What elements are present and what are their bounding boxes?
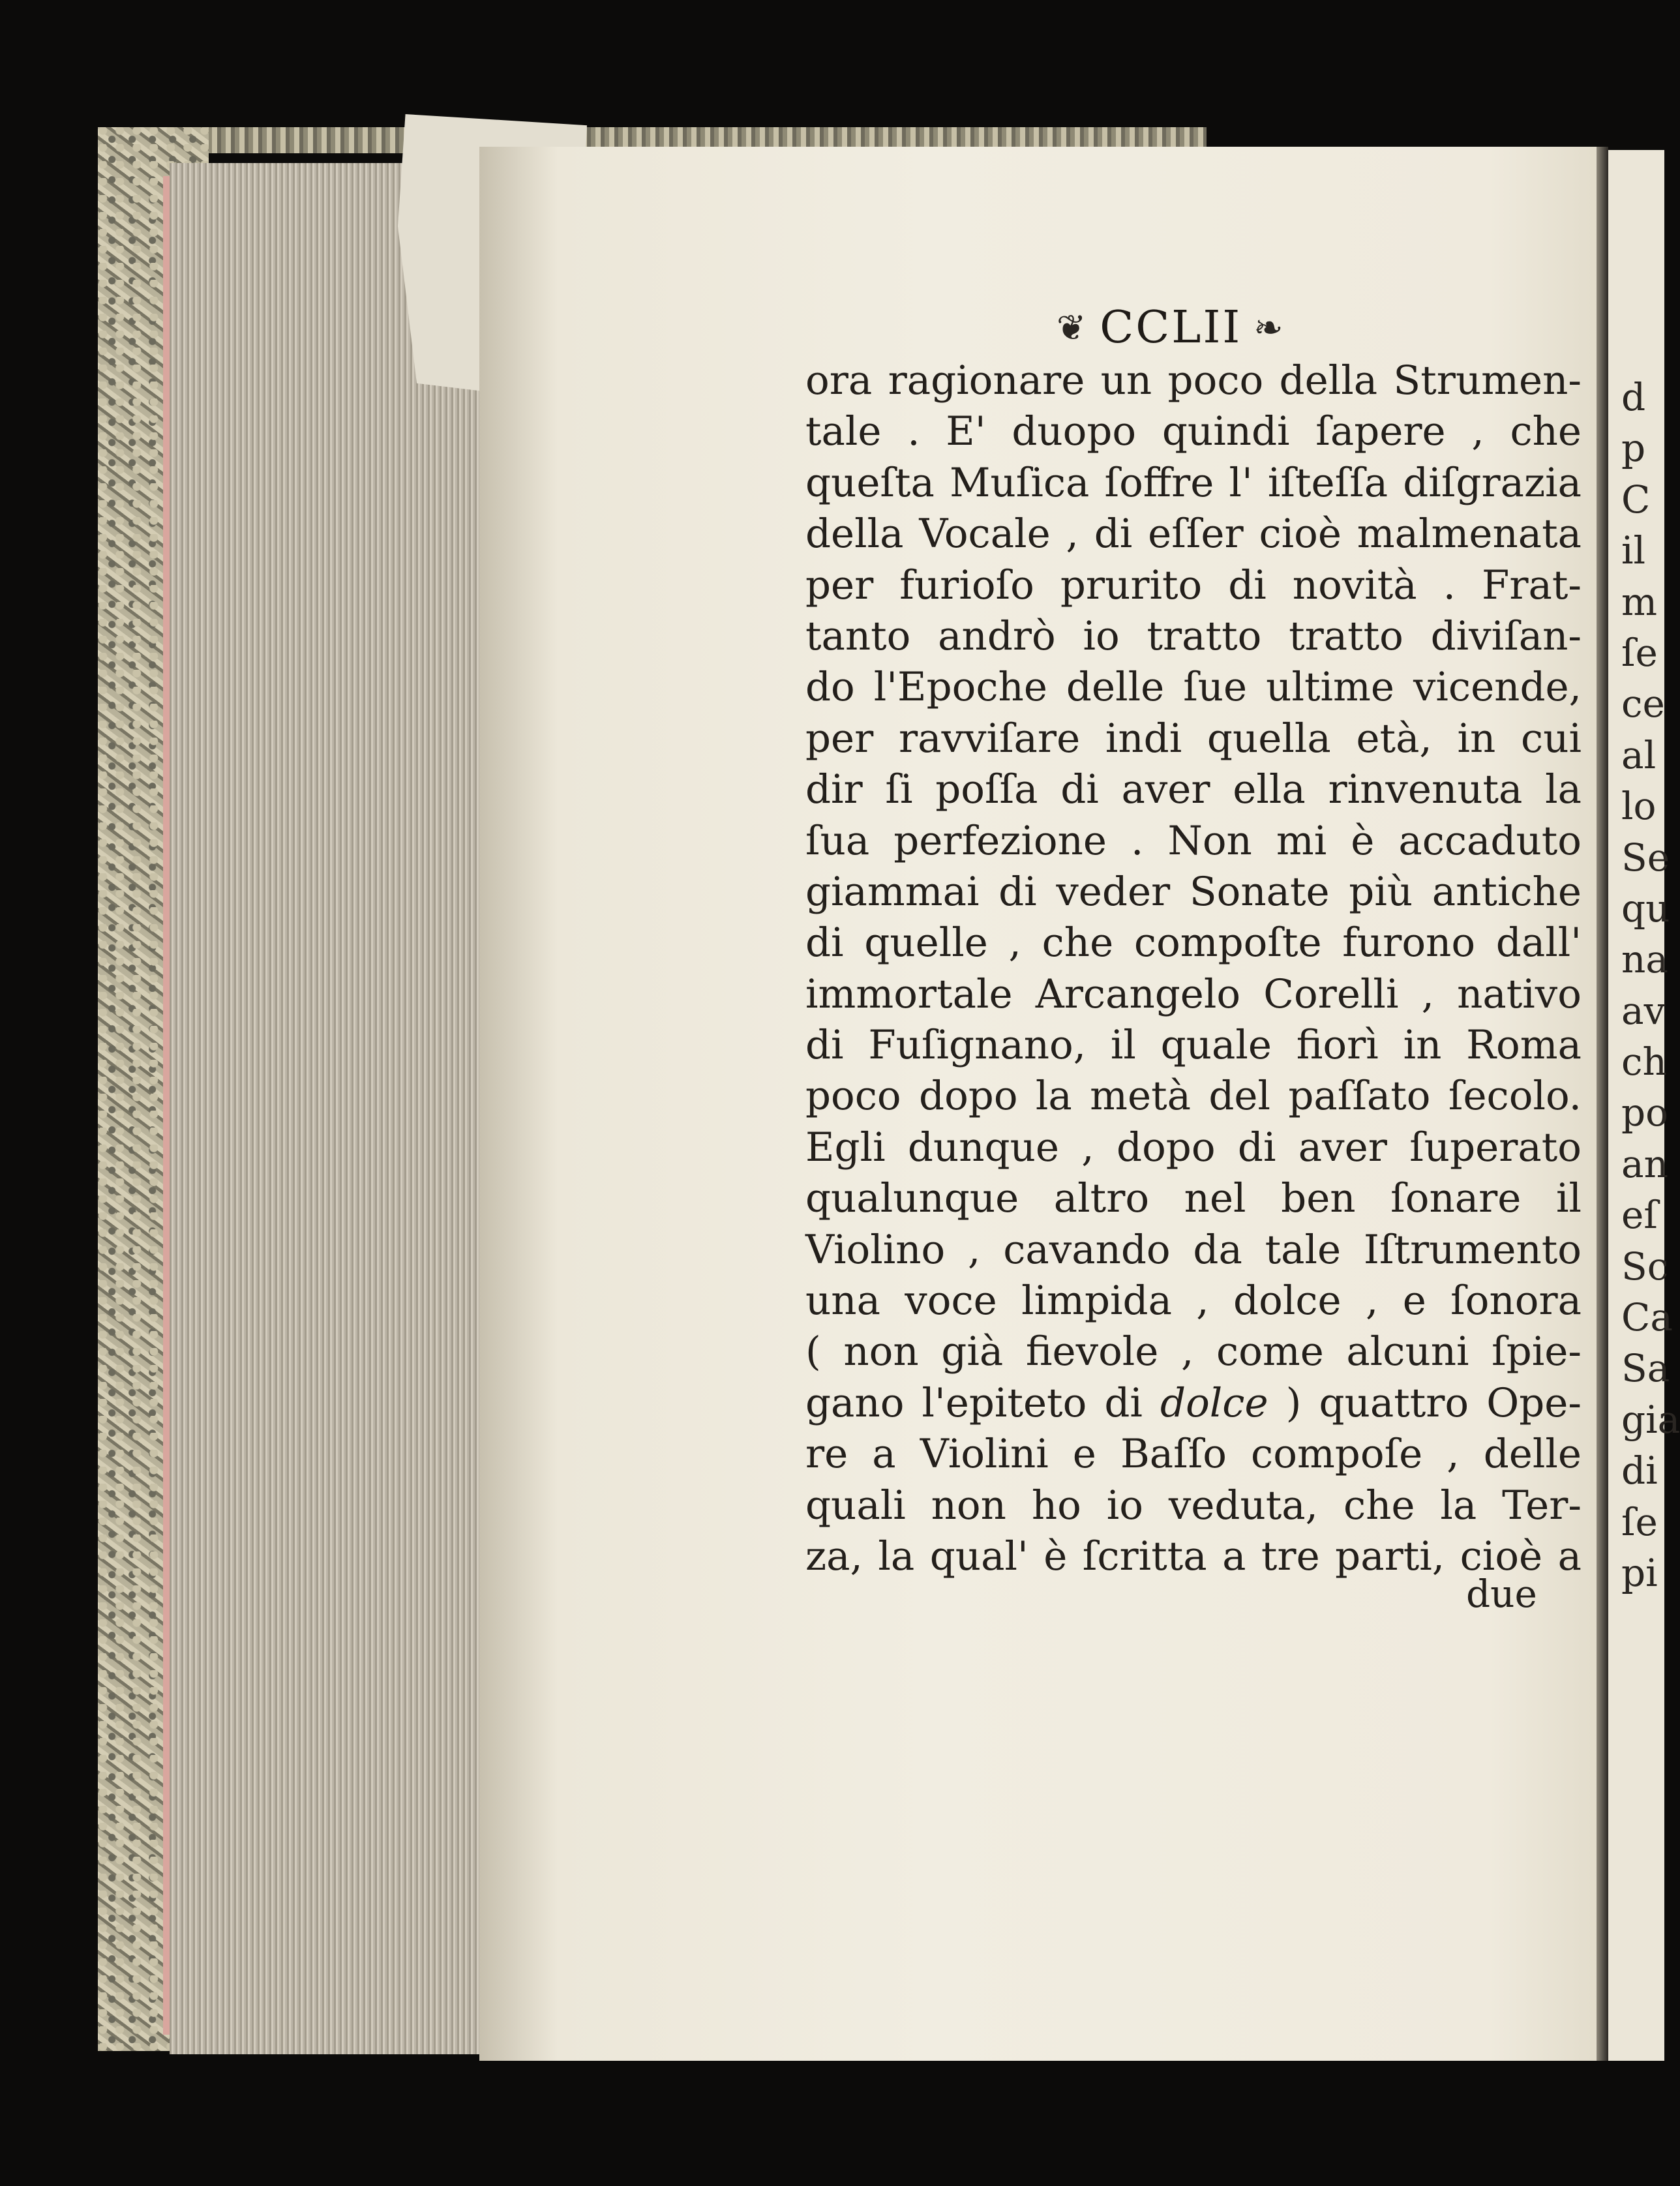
partial-line: Sa [1621, 1346, 1670, 1391]
catchword: due [1466, 1572, 1537, 1616]
page-stack-fore-edge [170, 163, 496, 2054]
partial-line: na [1621, 937, 1668, 982]
book-page-right-partial [1608, 150, 1680, 2061]
text-line: immortale Arcangelo Corelli , nativo [805, 970, 1582, 1017]
text-line: Egli dunque , dopo di aver ſuperato [805, 1124, 1582, 1171]
text-line: per furioſo prurito di novità . Frat- [805, 561, 1582, 608]
text-line: ſua perfezione . Non mi è accaduto [805, 817, 1582, 864]
partial-line: m [1621, 579, 1657, 624]
page-number: CCLII [1100, 301, 1242, 353]
book-gutter [1597, 147, 1608, 2061]
partial-line: ſe [1621, 630, 1658, 675]
text-line: queſta Muſica ſoffre l' iſteſſa diſgrazia [805, 459, 1582, 506]
text-line: una voce limpida , dolce , e ſonora [805, 1278, 1582, 1325]
text-line: giammai di veder Sonate più antiche [805, 868, 1582, 915]
partial-line: ch [1621, 1040, 1667, 1085]
partial-line: p [1621, 426, 1646, 471]
partial-line: Ca [1621, 1295, 1673, 1340]
partial-line: Se [1621, 835, 1670, 880]
partial-line: C [1621, 477, 1651, 522]
partial-line: eſ [1621, 1193, 1658, 1238]
partial-line: il [1621, 528, 1646, 573]
partial-line: di [1621, 1448, 1658, 1493]
partial-line: pi [1621, 1550, 1658, 1595]
text-line: za, la qual' è ſcritta a tre parti, cioè a [805, 1533, 1582, 1580]
partial-line: d [1621, 375, 1646, 419]
text-line: quali non ho io veduta, che la Ter- [805, 1482, 1582, 1529]
text-line: per ravviſare indi quella età, in cui [805, 715, 1582, 762]
ornament-right-icon: ❧ [1253, 307, 1285, 348]
text-line-italic [805, 1378, 1582, 1429]
text-line: do l'Epoche delle ſue ultime vicende, [805, 664, 1582, 711]
text-line: poco dopo la metà del paſſato ſecolo. [805, 1073, 1582, 1120]
text-line: tale . E' duopo quindi ſapere , che [805, 408, 1582, 455]
page-header [1057, 301, 1285, 353]
text-line: tanto andrò io tratto tratto diviſan- [805, 612, 1582, 659]
partial-line: lo [1621, 784, 1657, 829]
text-segment: gano l'epiteto di [805, 1379, 1161, 1426]
italic-word: dolce [1160, 1379, 1268, 1426]
partial-line: gia [1621, 1397, 1680, 1442]
text-line: re a Violini e Baſſo compoſe , delle [805, 1431, 1582, 1478]
text-line: della Vocale , di eſſer cioè malmenata [805, 511, 1582, 558]
partial-line: an [1621, 1141, 1668, 1186]
text-line: qualunque altro nel ben ſonare il [805, 1175, 1582, 1222]
text-line: di Fuſignano, il quale fiorì in Roma [805, 1022, 1582, 1069]
text-line: dir ſi poſſa di aver ella rinvenuta la [805, 766, 1582, 813]
partial-line: ce [1621, 681, 1665, 726]
partial-line: qu [1621, 886, 1670, 931]
partial-line: av [1621, 988, 1666, 1033]
ornament-left-icon: ❦ [1057, 307, 1088, 348]
partial-line: ſe [1621, 1499, 1658, 1544]
partial-line: Sc [1621, 1244, 1669, 1289]
text-segment: ) quattro Ope- [1268, 1379, 1582, 1426]
partial-line: po [1621, 1090, 1669, 1135]
text-line: Violino , cavando da tale Iſtrumento [805, 1226, 1582, 1273]
partial-line: al [1621, 732, 1657, 777]
text-line: ( non già fievole , come alcuni ſpie- [805, 1328, 1582, 1375]
text-line: ora ragionare un poco della Strumen- [805, 357, 1582, 404]
text-line: di quelle , che compoſte furono dall' [805, 920, 1582, 966]
body-text [805, 355, 1582, 1582]
